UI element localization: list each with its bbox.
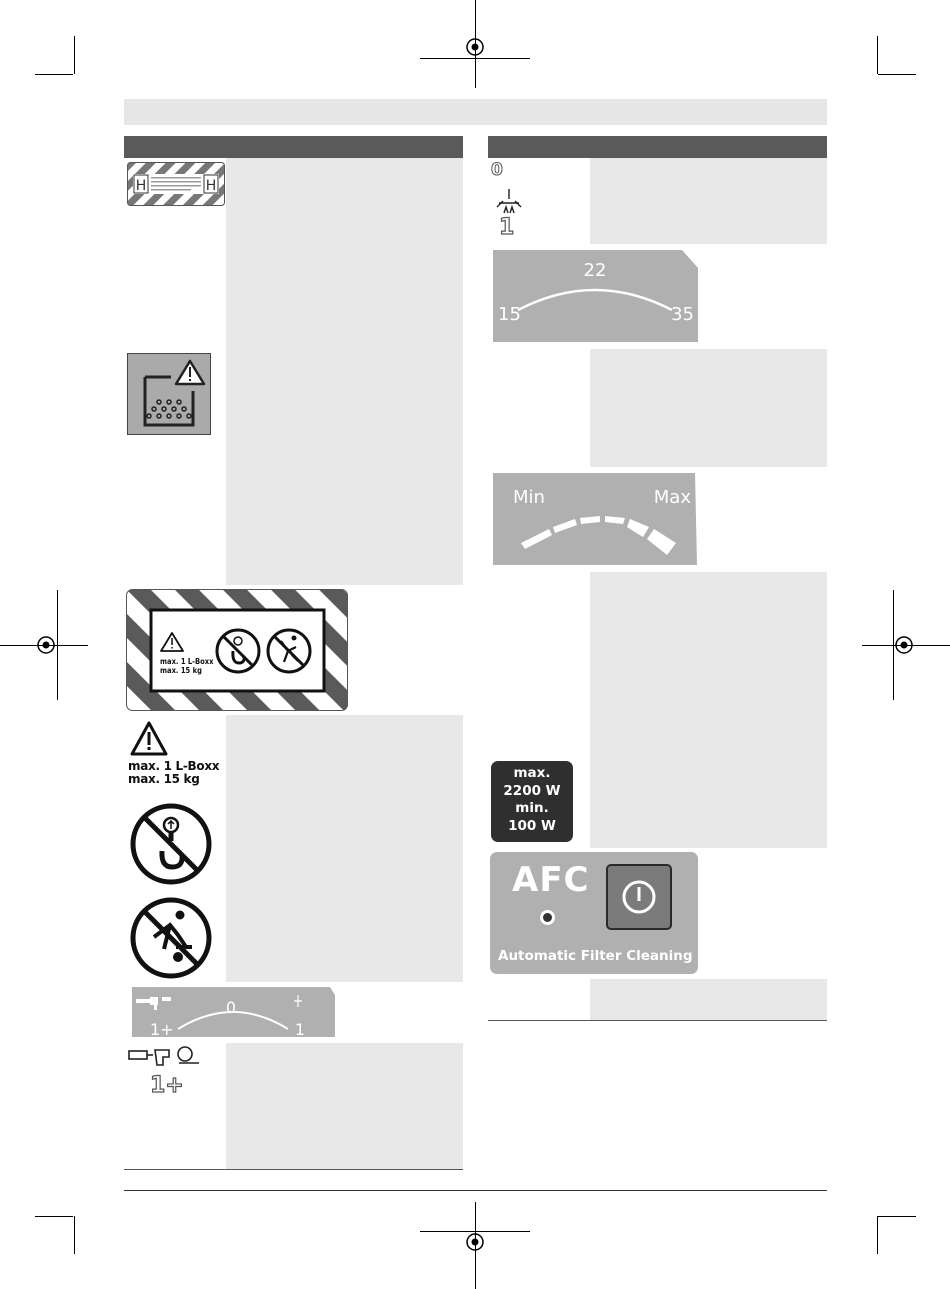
no-crane-hook-icon (128, 801, 214, 887)
right-row-afc (488, 848, 827, 980)
right-row-blank-2 (488, 388, 827, 430)
tool-mode-label: 1+ (150, 1073, 184, 1098)
off-symbol: 0 (491, 160, 503, 180)
h-class-warning-label-icon (127, 162, 225, 206)
warning-triangle-icon (129, 720, 169, 758)
left-row-no-hook (124, 797, 463, 892)
left-table-header (124, 136, 463, 158)
diameter-left-label: 15 (498, 304, 521, 325)
selector-left-label: 1+ (150, 1020, 174, 1039)
right-row-diameter-dial (488, 244, 827, 350)
right-row-blank-1 (488, 349, 827, 389)
page-header-bar (124, 99, 827, 125)
hose-diameter-dial-icon (490, 248, 700, 346)
right-row-auto (488, 183, 827, 245)
auto-mode-label: 1 (499, 215, 515, 240)
h-mark-left: H (135, 178, 147, 194)
right-row-power (488, 757, 827, 849)
afc-indicator-led (540, 910, 555, 925)
max-boxx-text (128, 760, 219, 786)
selector-center-label: 0 (225, 998, 237, 1017)
left-row-no-riding (124, 891, 463, 983)
suction-power-dial-icon (491, 471, 699, 569)
lboxx-warning-label-icon (126, 589, 350, 712)
diameter-right-label: 35 (671, 304, 694, 325)
selector-dial-icon (128, 985, 338, 1041)
right-row-blank-3 (488, 429, 827, 468)
h-mark-right: H (205, 178, 217, 194)
left-row-tool-mode (124, 1043, 463, 1170)
left-row-h-label (124, 158, 463, 351)
selector-right-label: 1 (294, 1020, 306, 1039)
afc-power-button[interactable] (606, 864, 672, 930)
left-row-selector-dial (124, 982, 463, 1044)
power-max-label: max. (513, 765, 551, 781)
power-rating-badge (491, 761, 573, 842)
max-boxx-line1: max. 1 L-Boxx (128, 759, 220, 773)
power-icon (608, 866, 670, 928)
power-min-value: 100 W (508, 817, 556, 834)
left-row-dust-container (124, 350, 463, 586)
dust-container-hazard-icon (127, 353, 211, 435)
afc-panel (490, 852, 698, 974)
left-row-lboxx-label (124, 585, 463, 716)
left-row-max-boxx (124, 715, 463, 798)
diameter-center-label: 22 (583, 260, 607, 281)
lboxx-small-line2: max. 15 kg (160, 666, 202, 675)
right-row-blank-4 (488, 572, 827, 758)
afc-caption: Automatic Filter Cleaning (498, 948, 693, 964)
right-row-off (488, 158, 827, 184)
lboxx-small-line1: max. 1 L-Boxx (160, 657, 214, 666)
right-row-suction-dial (488, 467, 827, 573)
right-table-header (488, 136, 827, 158)
right-row-blank-5 (488, 979, 827, 1021)
auto-switch-icon (491, 187, 527, 215)
afc-title: AFC (512, 860, 590, 900)
power-max-value: 2200 W (503, 782, 561, 799)
power-tools-icon (127, 1045, 203, 1071)
suction-min-label: Min (513, 487, 545, 508)
footer-rule (124, 1190, 827, 1191)
max-weight-line2: max. 15 kg (128, 772, 200, 786)
no-riding-icon (128, 895, 214, 981)
power-min-label: min. (515, 800, 549, 816)
suction-max-label: Max (653, 487, 691, 508)
